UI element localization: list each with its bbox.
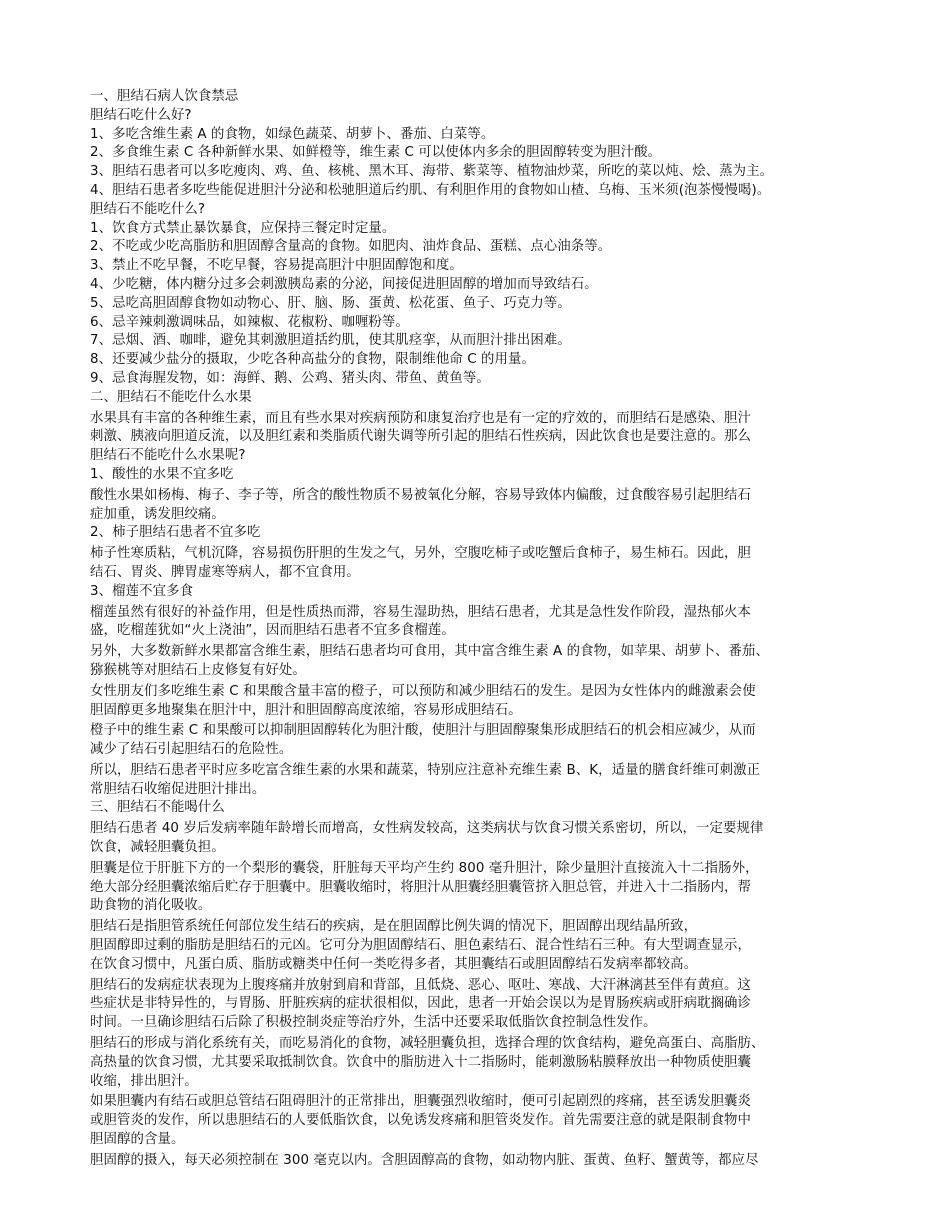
document-page [90,88,890,1171]
list-item: 4、胆结石患者多吃些能促进胆汁分泌和松驰胆道后约肌、有利胆作用的食物如山楂、乌梅、玉米须(泡茶慢慢喝)。 [90,182,771,198]
text-line: 胆结石不能吃什么水果呢? [90,448,246,464]
list-item: 3、禁止不吃早餐，不吃早餐，容易提高胆汁中胆固醇饱和度。 [90,258,463,274]
paragraph-age [90,820,890,858]
text-line: 女性朋友们多吃维生素 C 和果酸含量丰富的橙子，可以预防和减少胆结石的发生。是因为女性体内的雌激素会使 [90,683,756,699]
list-item: 9、忌食海腥发物，如：海鲜、鹅、公鸡、猪头肉、带鱼、黄鱼等。 [90,370,490,386]
section-three [90,799,890,1170]
text-line: 在饮食习惯中，凡蛋白质、脂肪或糖类中任何一类吃得多者，其胆囊结石或胆固醇结石发病率都较高。 [90,956,698,972]
text-line: 高热量的饮食习惯，尤其要采取抵制饮食。饮食中的脂肪进入十二指肠时，能刺激肠粘膜释放出一种物质使胆囊 [90,1054,752,1070]
text-line: 刺激、胰液向胆道反流，以及胆红素和类脂质代谢失调等所引起的胆结石性疾病，因此饮食也是要注意的。那么 [90,429,752,445]
section-one [90,88,890,408]
paragraph-symptoms [90,977,890,1033]
text-line: 胆结石的形成与消化系统有关，而吃易消化的食物，减轻胆囊负担，选择合理的饮食结构，避免高蛋白、高脂肪、 [90,1036,765,1052]
subheading-what-to-eat: 胆结石吃什么好? [90,107,192,123]
text-line: 榴莲虽然有很好的补益作用，但是性质热而滞，容易生湿助热，胆结石患者，尤其是急性发作阶段，湿热郁火本 [90,604,752,620]
text-line: 盛，吃榴莲犹如“火上浇油”，因而胆结石患者不宜多食榴莲。 [90,623,455,639]
heading-drinks: 三、胆结石不能喝什么 [90,800,225,816]
paragraph-other-fruits [90,643,890,681]
list-item: 2、多食维生素 C 各种新鲜水果、如鲜橙等，维生素 C 可以使体内多余的胆固醇转变为胆汁酸。 [90,145,662,161]
paragraph-pain [90,1093,890,1149]
paragraph-fruit-intro [90,410,890,466]
text-line: 另外，大多数新鲜水果都富含维生素，胆结石患者均可食用，其中富含维生素 A 的食物，如苹果、胡萝卜、番茄、 [90,644,770,660]
text-line: 绝大部分经胆囊浓缩后贮存于胆囊中。胆囊收缩时，将胆汁从胆囊经胆囊管挤入胆总管，并进入十二指肠内，帮 [90,879,752,895]
list-item: 1、多吃含维生素 A 的食物，如绿色蔬菜、胡萝卜、番茄、白菜等。 [90,126,495,142]
paragraph-formation [90,1035,890,1091]
section-two [90,410,890,800]
text-line: 或胆管炎的发作，所以患胆结石的人要低脂饮食，以免诱发疼痛和胆管炎发作。首先需要注意的就是限制食物中 [90,1113,752,1129]
subheading-what-not-to-eat: 胆结石不能吃什么? [90,201,206,217]
text-line: 胆结石的发病症状表现为上腹疼痛并放射到肩和背部，且低烧、恶心、呕吐、寒战、大汗淋漓甚至伴有黄疸。这 [90,977,752,993]
text-line: 胆结石是指胆管系统任何部位发生结石的疾病，是在胆固醇比例失调的情况下，胆固醇出现结晶所致， [90,919,698,935]
paragraph-durian [90,604,890,642]
text-line: 胆固醇即过剩的脂肪是胆结石的元凶。它可分为胆固醇结石、胆色素结石、混合性结石三种。有大型调查显示， [90,938,752,954]
text-line: 所以，胆结石患者平时应多吃富含维生素的水果和蔬菜，特别应注意补充维生素 B、K，适量的膳食纤维可刺激正 [90,762,761,778]
text-line: 橙子中的维生素 C 和果酸可以抑制胆固醇转化为胆汁酸，使胆汁与胆固醇聚集形成胆结石的机会相应减少，从而 [90,723,756,739]
list-item: 8、还要减少盐分的摄取，少吃各种高盐分的食物，限制维他命 C 的用量。 [90,352,535,368]
paragraph-conclusion-fruits [90,762,890,800]
paragraph-sour-fruit [90,487,890,525]
list-item: 5、忌吃高胆固醇食物如动物心、肝、脑、肠、蛋黄、松花蛋、鱼子、巧克力等。 [90,295,571,311]
text-line: 结石、胃炎、脾胃虚寒等病人，都不宜食用。 [90,564,360,580]
list-item: 7、忌烟、酒、咖啡，避免其刺激胆道括约肌，使其肌痉挛，从而胆汁排出困难。 [90,333,571,349]
list-item: 2、不吃或少吃高脂肪和胆固醇含量高的食物。如肥肉、油炸食品、蛋糕、点心油条等。 [90,239,612,255]
list-item: 3、胆结石患者可以多吃瘦肉、鸡、鱼、核桃、黑木耳、海带、紫菜等、植物油炒菜，所吃的菜以炖、烩、蒸为主。 [90,164,774,180]
paragraph-women-oranges [90,683,890,721]
paragraph-definition [90,918,890,974]
paragraph-cholesterol [90,1152,890,1171]
subheading-sour-fruit: 1、酸性的水果不宜多吃 [90,466,234,482]
text-line: 时间。一旦确诊胆结石后除了积极控制炎症等治疗外，生活中还要采取低脂饮食控制急性发作。 [90,1015,657,1031]
text-line: 症加重，诱发胆绞痛。 [90,506,225,522]
subheading-durian: 3、榴莲不宜多食 [90,583,194,599]
heading-diet-taboo: 一、胆结石病人饮食禁忌 [90,89,239,104]
text-line: 饮食，减轻胆囊负担。 [90,840,225,856]
text-line: 常胆结石收缩促进胆汁排出。 [90,781,266,797]
text-line: 如果胆囊内有结石或胆总管结石阻碍胆汁的正常排出，胆囊强烈收缩时，便可引起剧烈的疼痛，甚至诱发胆囊炎 [90,1094,752,1110]
paragraph-orange-vitamin-c [90,722,890,760]
text-line: 柿子性寒质粘，气机沉降，容易损伤肝胆的生发之气，另外，空腹吃柿子或吃蟹后食柿子，易生柿石。因此，胆 [90,546,752,562]
heading-fruits: 二、胆结石不能吃什么水果 [90,389,252,405]
text-line: 酸性水果如杨梅、梅子、李子等，所含的酸性物质不易被氧化分解，容易导致体内偏酸，过食酸容易引起胆结石 [90,487,752,503]
text-line: 猕猴桃等对胆结石上皮修复有好处。 [90,662,306,678]
text-line: 水果具有丰富的各种维生素，而且有些水果对疾病预防和康复治疗也是有一定的疗效的，而胆结石是感染、胆汁 [90,410,752,426]
text-line: 胆固醇更多地聚集在胆汁中，胆汁和胆固醇高度浓缩，容易形成胆结石。 [90,702,522,718]
list-item: 4、少吃糖，体内糖分过多会刺激胰岛素的分泌，间接促进胆固醇的增加而导致结石。 [90,276,598,292]
text-line: 胆囊是位于肝脏下方的一个梨形的囊袋，肝脏每天平均产生约 800 毫升胆汁，除少量胆汁直接流入十二指肠外， [90,860,759,876]
paragraph-persimmon [90,545,890,583]
text-line: 收缩，排出胆汁。 [90,1073,198,1089]
text-line: 胆结石患者 40 岁后发病率随年龄增长而增高，女性病发较高，这类病状与饮食习惯关系密切，所以，一定要规律 [90,821,764,837]
text-line: 胆固醇的摄入，每天必须控制在 300 毫克以内。含胆固醇高的食物，如动物内脏、蛋黄、鱼籽、蟹黄等，都应尽 [90,1152,759,1168]
list-item: 1、饮食方式禁止暴饮暴食，应保持三餐定时定量。 [90,220,396,236]
text-line: 胆固醇的含量。 [90,1132,185,1148]
text-line: 助食物的消化吸收。 [90,898,212,914]
paragraph-gallbladder [90,860,890,916]
subheading-persimmon: 2、柿子胆结石患者不宜多吃 [90,525,261,541]
text-line: 些症状是非特异性的，与胃肠、肝脏疾病的症状很相似，因此，患者一开始会误以为是胃肠疾病或肝病耽搁确诊 [90,996,752,1012]
list-item: 6、忌辛辣刺激调味品，如辣椒、花椒粉、咖喱粉等。 [90,314,409,330]
text-line: 减少了结石引起胆结石的危险性。 [90,742,293,758]
